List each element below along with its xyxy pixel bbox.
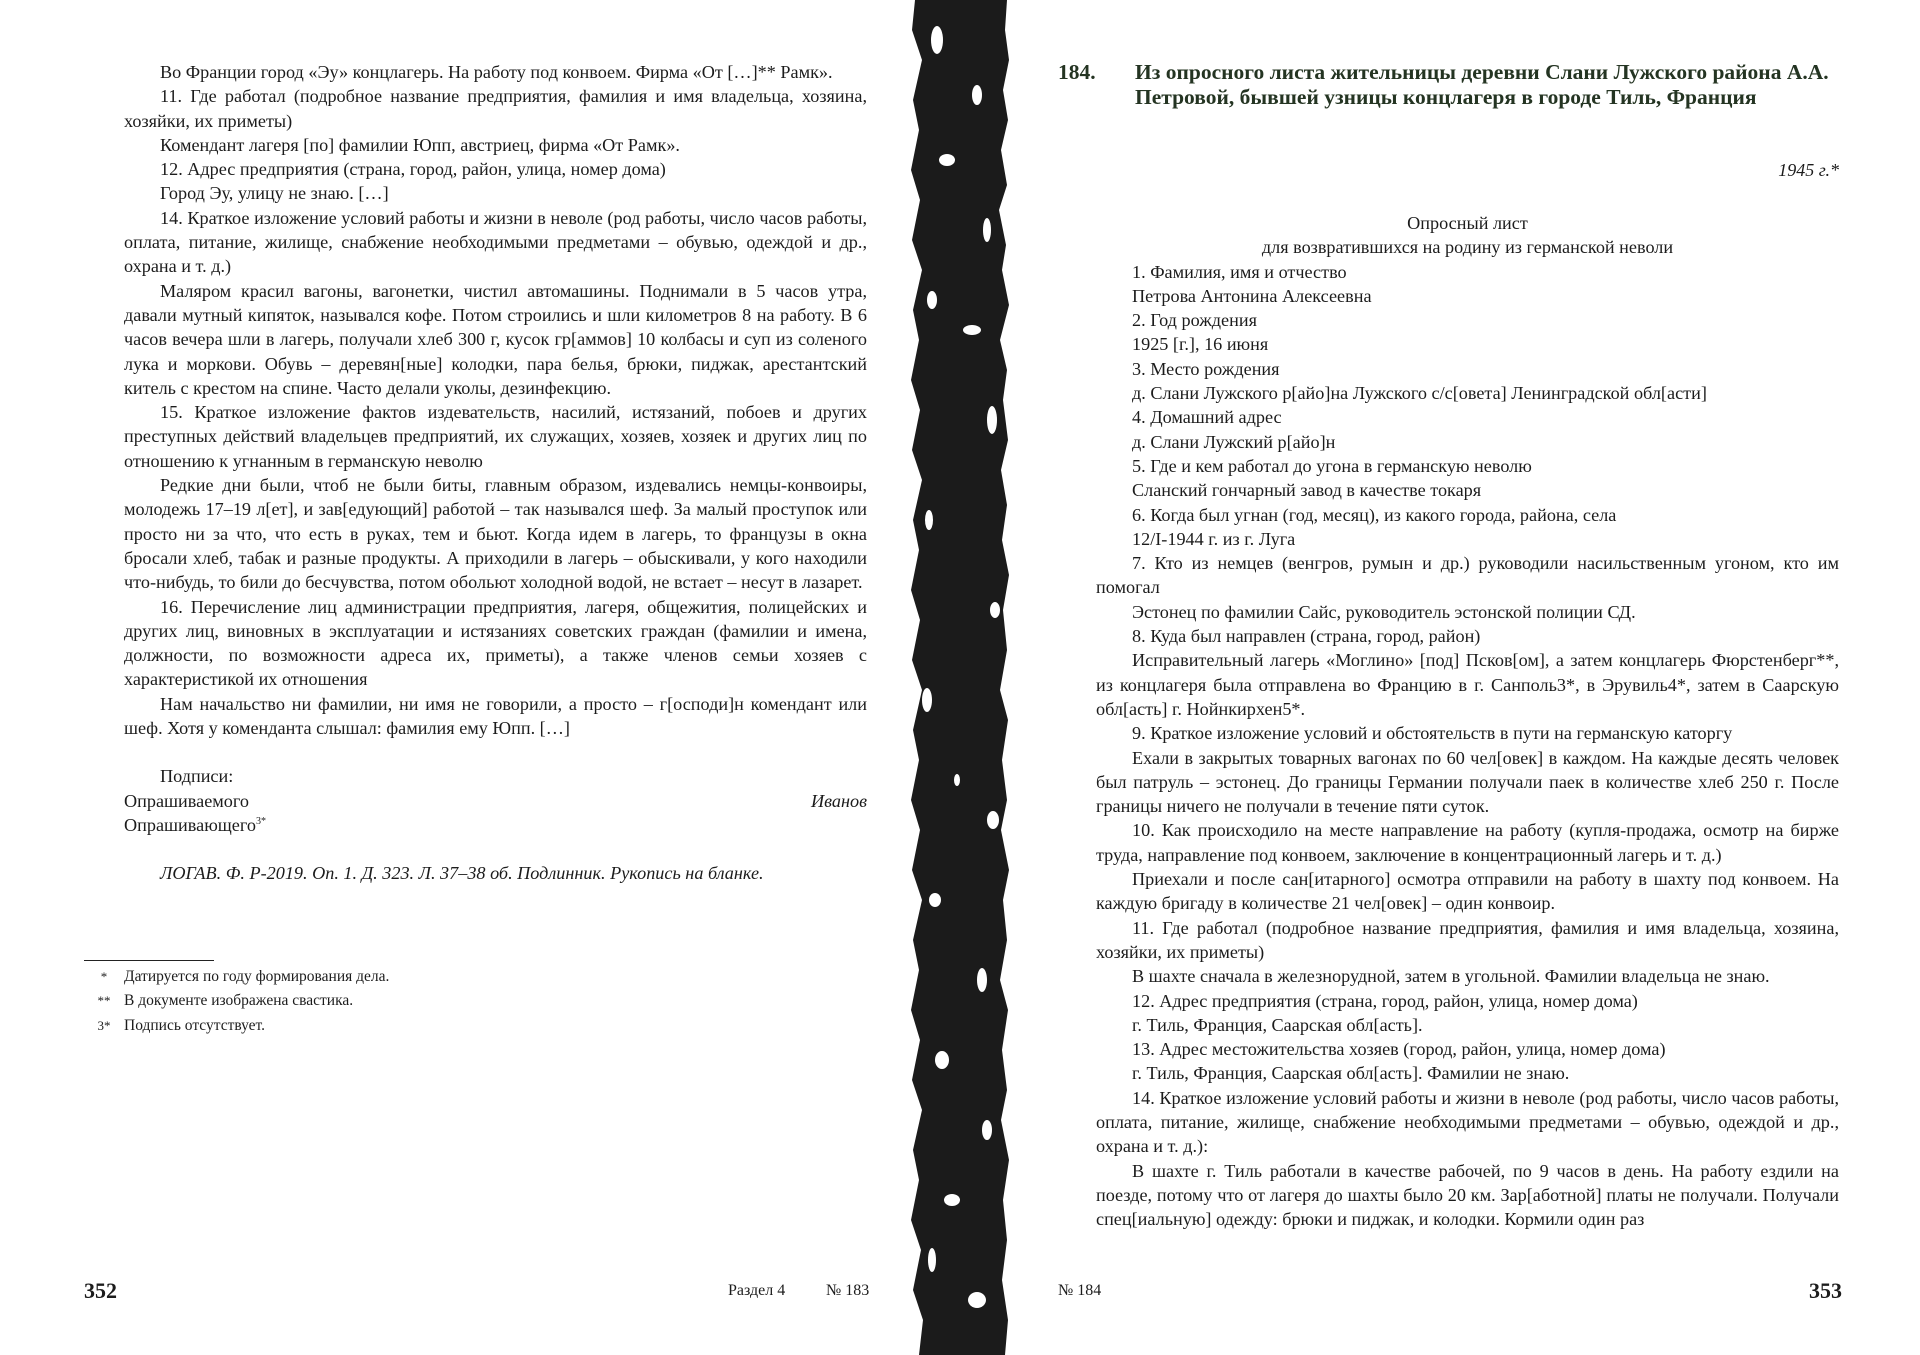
paragraph: 10. Как происходило на месте направление на работу (купля-продажа, осмотр на бирже труда, направление под конвоем, заключение в концентрационный лагерь и т. д.) (1096, 820, 1839, 865)
paragraph: Город Эу, улицу не знаю. […] (160, 183, 389, 204)
signature-interviewer-row (124, 813, 867, 837)
paragraph: Исправительный лагерь «Моглино» [под] Псков[ом], а затем концлагерь Фюрстенберг**, из концлагеря была отправлена во Францию в г. Санполь3*, в Эрувиль4*, затем в Саарскую обл[асть] г. Нойнкирхен5*. (1096, 650, 1839, 719)
footnote-text: В документе изображена свастика. (124, 992, 354, 1010)
paragraph: Эстонец по фамилии Сайс, руководитель эстонской полиции СД. (1132, 601, 1636, 622)
footnotes (84, 965, 784, 1038)
book-spine-shadow (907, 0, 1013, 1355)
running-head-section: Раздел 4 (728, 1282, 786, 1299)
paragraph: 1925 [г.], 16 июня (1132, 334, 1269, 355)
paragraph: 5. Где и кем работал до угона в германскую неволю (1132, 455, 1532, 476)
paragraph: 6. Когда был угнан (год, месяц), из какого города, района, села (1132, 504, 1617, 525)
paragraph: д. Слани Лужский р[айо]н (1132, 431, 1336, 452)
paragraph: 1. Фамилия, имя и отчество (1132, 261, 1347, 282)
document-number: 184. (1058, 60, 1096, 84)
paragraph: 8. Куда был направлен (страна, город, район) (1132, 626, 1481, 647)
running-head-doc-no-right: № 184 (1058, 1282, 1102, 1299)
footnote-rule (84, 960, 214, 961)
running-head-doc-no: № 183 (826, 1282, 870, 1299)
paragraph: 4. Домашний адрес (1132, 407, 1282, 428)
paragraph: Нам начальство ни фамилии, ни имя не говорили, а просто – г[осподи]н комендант или шеф. Хотя у коменданта слышал: фамилия ему Юпп. […] (124, 693, 867, 739)
paragraph: г. Тиль, Франция, Саарская обл[асть]. Фамилии не знаю. (1132, 1063, 1570, 1084)
paragraph: 3. Место рождения (1132, 358, 1280, 379)
footnote (84, 989, 784, 1013)
paragraph: 12. Адрес предприятия (страна, город, район, улица, номер дома) (1132, 990, 1638, 1011)
footnote (84, 965, 784, 989)
form-title: Опросный лист (1407, 213, 1528, 233)
footnote-mark: 3* (97, 1017, 111, 1033)
paragraph: В шахте сначала в железнорудной, затем в угольной. Фамилии владельца не знаю. (1132, 966, 1770, 987)
paragraph: 12/I-1944 г. из г. Луга (1132, 528, 1296, 549)
document-date: 1945 г.* (1778, 160, 1839, 180)
paragraph: 12. Адрес предприятия (страна, город, район, улица, номер дома) (160, 159, 666, 180)
paragraph: Ехали в закрытых товарных вагонах по 60 чел[овек] в каждом. На каждые десять человек был патруль – эстонец. До границы Германии получали паек в количестве хлеб 250 г. После границы ничего не получали в течение пяти суток. (1096, 747, 1839, 817)
signature-interviewer-mark: 3* (255, 815, 266, 827)
document-title: Из опросного листа жительницы деревни Слани Лужского района А.А. Петровой, бывшей узницы концлагеря в городе Тиль, Франция (1135, 60, 1829, 109)
paragraph: Комендант лагеря [по] фамилии Юпп, австриец, фирма «От Рамк». (160, 134, 680, 155)
footnote-text: Датируется по году формирования дела. (124, 968, 390, 985)
paragraph: 15. Краткое изложение фактов издевательств, насилий, истязаний, побоев и других преступных действий владельцев предприятий, их служащих, хозяев, хозяек и других лиц по отношению к угнанным в германскую неволю (124, 402, 867, 471)
right-page (1013, 0, 1920, 1355)
paragraph: д. Слани Лужского р[айо]на Лужского с/с[овета] Ленинградской обл[асти] (1132, 383, 1707, 404)
right-text-column (1096, 211, 1839, 1231)
signature-interviewee-row (124, 789, 867, 813)
paragraph: Приехали и после сан[итарного] осмотра отправили на работу в шахту под конвоем. На каждую бригаду в количестве 21 чел[овек] – один конвоир. (1096, 869, 1839, 914)
paragraph: 14. Краткое изложение условий работы и жизни в неволе (род работы, число часов работы, оплата, питание, жилище, снабжение необходимыми предметами – обувью, одеждой и др., охрана и т. д.): (1096, 1087, 1839, 1157)
paragraph: 11. Где работал (подробное название предприятия, фамилия и имя владельца, хозяина, хозяйки, их приметы) (124, 86, 867, 131)
archive-source: ЛОГАВ. Ф. Р-2019. Оп. 1. Д. 323. Л. 37–38 об. Подлинник. Рукопись на бланке. (160, 863, 764, 884)
page-number-right: 353 (1809, 1278, 1842, 1303)
paragraph: Редкие дни были, чтоб не были биты, главным образом, издевались немцы-конвоиры, молодежь 17–19 л[ет], и зав[едующий] работой – так назывался шеф. За малый проступок или просто ни за что, что есть в руках, тем и бьют. Когда идем в лагерь, то французы в окна бросали хлеб, табак и разные продукты. А приходили в лагерь – обыскивали, у кого находили что-нибудь, то били до бесчувства, потом обольют холодной водой, не встает – несут в лазарет. (124, 475, 867, 593)
paragraph: 2. Год рождения (1132, 310, 1257, 331)
left-text-column (124, 60, 867, 886)
paragraph: 13. Адрес местожительства хозяев (город, район, улица, номер дома) (1132, 1039, 1666, 1060)
paragraph: 11. Где работал (подробное название предприятия, фамилия и имя владельца, хозяина, хозяйки, их приметы) (1096, 917, 1839, 962)
paragraph: Сланский гончарный завод в качестве токаря (1132, 480, 1482, 501)
paragraph: Петрова Антонина Алексеевна (1132, 285, 1372, 306)
signature-interviewee-name: Иванов (810, 790, 867, 811)
paragraph: В шахте г. Тиль работали в качестве рабочей, по 9 часов в день. На работу ездили на поезде, потому что от лагеря до шахты было 20 км. Зар[аботной] платы не получали. Получали спец[иальную] одежду: брюки и пиджак, и колодки. Кормили один раз (1096, 1160, 1839, 1230)
paragraph: 14. Краткое изложение условий работы и жизни в неволе (род работы, число часов работы, оплата, питание, жилище, снабжение необходимыми предметами – обувью, одеждой и др., охрана и т. д.) (124, 207, 867, 277)
signature-interviewer-label: Опрашивающего (124, 814, 256, 835)
left-paragraphs (124, 60, 867, 740)
left-page (0, 0, 907, 1355)
paragraph: Маляром красил вагоны, вагонетки, чистил автомашины. Поднимали в 5 часов утра, давали мутный кипяток, назывался кофе. Потом строились и шли километров 8 на работу. В 6 часов вечера шли в лагерь, получали хлеб 300 г, кусок гр[аммов] 10 колбасы и суп из соленого лука и моркови. Обувь – деревян[ные] колодки, пара белья, брюки, пиджак, арестантский китель с крестом на спине. Часто делали уколы, дезинфекцию. (124, 280, 867, 398)
page-number-left: 352 (84, 1278, 117, 1303)
footnote-text: Подпись отсутствует. (124, 1016, 266, 1034)
footnote-mark: * (100, 969, 108, 984)
paragraph: 7. Кто из немцев (венгров, румын и др.) руководили насильственным угоном, кто им помогал (1096, 553, 1839, 598)
paragraph: 16. Перечисление лиц администрации предприятия, лагеря, общежития, полицейских и других лиц, виновных в эксплуатации и истязаниях советских граждан (фамилии и имена, должности, по возможности адреса их, приметы), а также членов семьи хозяев с характеристикой их отношения (124, 596, 867, 690)
paragraph: г. Тиль, Франция, Саарская обл[асть]. (1132, 1014, 1423, 1035)
right-paragraphs (1096, 260, 1839, 1232)
paragraph: Во Франции город «Эу» концлагерь. На работу под конвоем. Фирма «От […]** Рамк». (160, 62, 833, 82)
footnote (84, 1014, 784, 1038)
paragraph: 9. Краткое изложение условий и обстоятельств в пути на германскую каторгу (1132, 723, 1733, 744)
form-subtitle: для возвратившихся на родину из германской неволи (1261, 237, 1674, 258)
signatures-heading: Подписи: (160, 766, 234, 787)
signature-interviewee-label: Опрашиваемого (124, 790, 249, 811)
footnote-mark: ** (97, 993, 111, 1009)
